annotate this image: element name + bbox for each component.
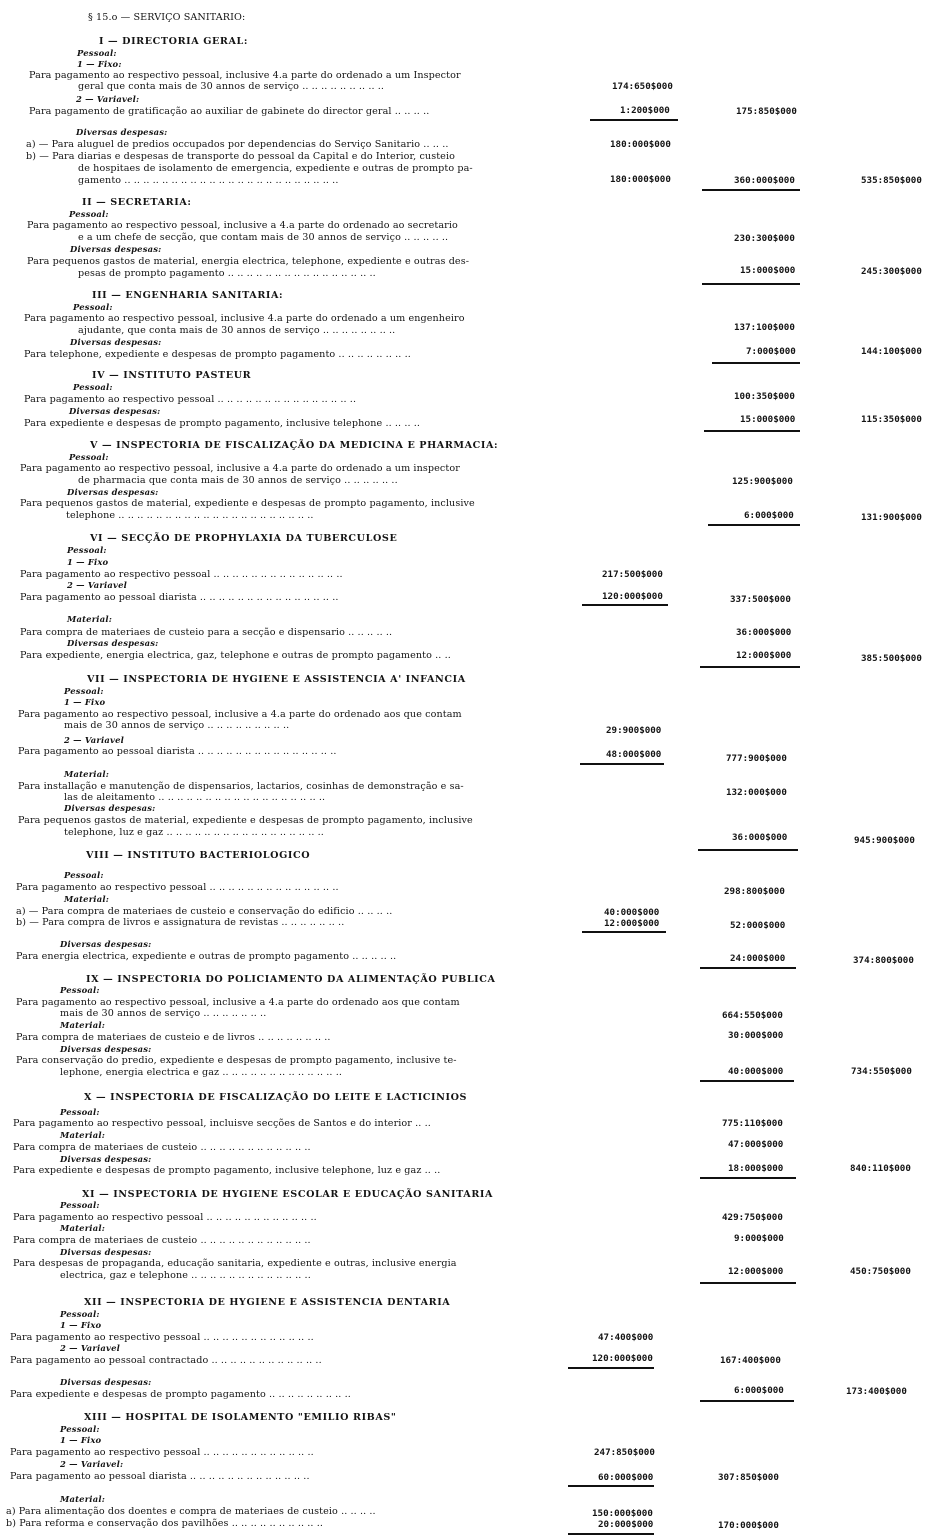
amount-value: 245:300$000 [861, 266, 922, 277]
sum-rule [700, 1080, 794, 1082]
text-line: Para expediente e despesas de prompto pagamento, inclusive telephone .. .. .. .. [24, 418, 421, 429]
subheading: Diversas despesas: [76, 127, 168, 137]
text-line: Para pagamento ao respectivo pessoal .. .. .. .. .. .. .. .. .. .. .. .. .. .. .. [24, 394, 357, 405]
text-line: Para compra de materiaes de custeio e de livros .. .. .. .. .. .. .. .. [16, 1032, 331, 1043]
subheading: 2 — Variavel [60, 1343, 120, 1353]
sum-rule [700, 1177, 796, 1179]
amount-value: 120:000$000 [592, 1353, 653, 1364]
text-line: Para pagamento ao respectivo pessoal .. .. .. .. .. .. .. .. .. .. .. .. [13, 1212, 317, 1223]
amount-value: 180:000$000 [610, 139, 671, 150]
text-line: lephone, energia electrica e gaz .. .. .. .. .. .. .. .. .. .. .. .. .. [60, 1067, 343, 1078]
sum-rule [568, 1367, 654, 1369]
text-line: Para pagamento ao respectivo pessoal, inclusive a 4.a parte do ordenado ao secretario [27, 220, 458, 231]
text-line: Para pagamento ao respectivo pessoal, inclusive a 4.a parte do ordenado a um inspector [20, 463, 460, 474]
sum-rule [700, 666, 800, 668]
text-line: a) — Para compra de materiaes de custeio e conservação do edificio .. .. .. .. [16, 906, 393, 917]
amount-value: 775:110$000 [722, 1118, 783, 1129]
amount-value: 36:000$000 [736, 627, 792, 638]
amount-value: 840:110$000 [850, 1163, 911, 1174]
section-heading: III — ENGENHARIA SANITARIA: [92, 290, 284, 301]
subheading: Material: [60, 1020, 105, 1030]
amount-value: 170:000$000 [718, 1520, 779, 1531]
text-line: mais de 30 annos de serviço .. .. .. .. .. .. .. [60, 1008, 267, 1019]
amount-value: 173:400$000 [846, 1386, 907, 1397]
subheading: 1 — Fixo: [77, 59, 122, 69]
amount-value: 52:000$000 [730, 920, 786, 931]
amount-value: 125:900$000 [732, 476, 793, 487]
subheading: Diversas despesas: [69, 406, 161, 416]
subheading: Pessoal: [60, 985, 100, 995]
subheading: Diversas despesas: [60, 1044, 152, 1054]
amount-value: 120:000$000 [602, 591, 663, 602]
amount-value: 175:850$000 [736, 106, 797, 117]
sum-rule [698, 849, 798, 851]
subheading: 2 — Variavel [64, 735, 124, 745]
subheading: Pessoal: [69, 452, 109, 462]
amount-value: 20:000$000 [598, 1519, 654, 1530]
text-line: Para expediente e despesas de prompto pagamento .. .. .. .. .. .. .. .. .. [10, 1389, 351, 1400]
section-heading: IX — INSPECTORIA DO POLICIAMENTO DA ALIMENTAÇÃO PUBLICA [86, 974, 496, 985]
amount-value: 48:000$000 [606, 749, 662, 760]
text-line: electrica, gaz e telephone .. .. .. .. .. .. .. .. .. .. .. .. .. [60, 1270, 311, 1281]
amount-value: 137:100$000 [734, 322, 795, 333]
amount-value: 131:900$000 [861, 512, 922, 523]
subheading: Pessoal: [77, 48, 117, 58]
amount-value: 47:400$000 [598, 1332, 654, 1343]
text-line: Para pagamento ao respectivo pessoal, inclusive a 4.a parte do ordenado aos que contam [18, 709, 462, 720]
sum-rule [590, 119, 678, 121]
subheading: Diversas despesas: [67, 638, 159, 648]
section-heading: V — INSPECTORIA DE FISCALIZAÇÃO DA MEDICINA E PHARMACIA: [90, 440, 499, 451]
amount-value: 9:000$000 [734, 1233, 784, 1244]
amount-value: 1:200$000 [620, 105, 670, 116]
text-line: pesas de prompto pagamento .. .. .. .. .. .. .. .. .. .. .. .. .. .. .. .. [78, 268, 376, 279]
text-line: Para compra de materiaes de custeio para a secção e dispensario .. .. .. .. .. [20, 627, 393, 638]
amount-value: 150:000$000 [592, 1508, 653, 1519]
sum-rule [700, 1282, 796, 1284]
text-line: Para expediente e despesas de prompto pagamento, inclusive telephone, luz e gaz .. .. [13, 1165, 441, 1176]
section-heading: I — DIRECTORIA GERAL: [99, 36, 249, 47]
amount-value: 777:900$000 [726, 753, 787, 764]
subheading: Material: [60, 1223, 105, 1233]
subheading: Pessoal: [64, 870, 104, 880]
amount-value: 36:000$000 [732, 832, 788, 843]
amount-value: 12:000$000 [604, 918, 660, 929]
subheading: Material: [67, 614, 112, 624]
subheading: Diversas despesas: [67, 487, 159, 497]
text-line: b) Para reforma e conservação dos pavilhões .. .. .. .. .. .. .. .. .. .. [6, 1518, 324, 1529]
amount-value: 29:900$000 [606, 725, 662, 736]
text-line: de hospitaes de isolamento de emergencia, expediente e outras de prompto pa- [78, 163, 473, 174]
text-line: a) — Para aluguel de predios occupados por dependencias do Serviço Sanitario .. .. .. [26, 139, 449, 150]
amount-value: 385:500$000 [861, 653, 922, 664]
section-heading: VIII — INSTITUTO BACTERIOLOGICO [86, 850, 311, 861]
text-line: Para installação e manutenção de dispensarios, lactarios, cosinhas de demonstração e sa- [18, 781, 464, 792]
amount-value: 217:500$000 [602, 569, 663, 580]
amount-value: 298:800$000 [724, 886, 785, 897]
text-line: Para pequenos gastos de material, energia electrica, telephone, expediente e outras des- [27, 256, 470, 267]
section-heading: XII — INSPECTORIA DE HYGIENE E ASSISTENCIA DENTARIA [84, 1297, 451, 1308]
amount-value: 40:000$000 [604, 907, 660, 918]
subheading: Pessoal: [60, 1424, 100, 1434]
amount-value: 144:100$000 [861, 346, 922, 357]
text-line: telephone, luz e gaz .. .. .. .. .. .. .. .. .. .. .. .. .. .. .. .. .. [64, 827, 324, 838]
sum-rule [708, 524, 800, 526]
amount-value: 535:850$000 [861, 175, 922, 186]
amount-value: 6:000$000 [734, 1385, 784, 1396]
amount-value: 6:000$000 [744, 510, 794, 521]
subheading: Diversas despesas: [60, 1377, 152, 1387]
text-line: gamento .. .. .. .. .. .. .. .. .. .. .. .. .. .. .. .. .. .. .. .. .. .. .. [78, 175, 339, 186]
subheading: 1 — Fixo [60, 1320, 102, 1330]
amount-value: 945:900$000 [854, 835, 915, 846]
amount-value: 30:000$000 [728, 1030, 784, 1041]
text-line: Para pequenos gastos de material, expediente e despesas de prompto pagamento, inclusive [18, 815, 473, 826]
section-heading: XIII — HOSPITAL DE ISOLAMENTO "EMILIO RIBAS" [84, 1412, 397, 1423]
amount-value: 60:000$000 [598, 1472, 654, 1483]
subheading: Diversas despesas: [60, 939, 152, 949]
text-line: Para pagamento ao respectivo pessoal, incluisve secções de Santos e do interior .. .. [13, 1118, 431, 1129]
subheading: 2 — Variavel: [60, 1459, 124, 1469]
sum-rule [704, 430, 800, 432]
amount-value: 174:650$000 [612, 81, 673, 92]
text-line: Para pagamento ao respectivo pessoal, inclusive 4.a parte do ordenado a um engenheiro [24, 313, 465, 324]
text-line: telephone .. .. .. .. .. .. .. .. .. .. .. .. .. .. .. .. .. .. .. .. .. [66, 510, 314, 521]
sum-rule [702, 283, 800, 285]
amount-value: 12:000$000 [728, 1266, 784, 1277]
text-line: Para despesas de propaganda, educação sanitaria, expediente e outras, inclusive energia [13, 1258, 457, 1269]
text-line: Para expediente, energia electrica, gaz, telephone e outras de prompto pagamento .. .. [20, 650, 451, 661]
text-line: geral que conta mais de 30 annos de serviço .. .. .. .. .. .. .. .. .. [78, 81, 385, 92]
sum-rule [568, 1533, 654, 1535]
section-heading: II — SECRETARIA: [82, 197, 192, 208]
text-line: Para conservação do predio, expediente e despesas de prompto pagamento, inclusive te- [16, 1055, 457, 1066]
amount-value: 132:000$000 [726, 787, 787, 798]
amount-value: 15:000$000 [740, 265, 796, 276]
subheading: Diversas despesas: [64, 803, 156, 813]
text-line: e a um chefe de secção, que contam mais de 30 annos de serviço .. .. .. .. .. [78, 232, 449, 243]
subheading: Pessoal: [67, 545, 107, 555]
text-line: Para pagamento ao pessoal contractado .. .. .. .. .. .. .. .. .. .. .. .. [10, 1355, 322, 1366]
subheading: 2 — Variavel [67, 580, 127, 590]
subheading: Pessoal: [73, 302, 113, 312]
subheading: Pessoal: [69, 209, 109, 219]
amount-value: 664:550$000 [722, 1010, 783, 1021]
text-line: de pharmacia que conta mais de 30 annos de serviço .. .. .. .. .. .. [78, 475, 398, 486]
subheading: Pessoal: [60, 1107, 100, 1117]
amount-value: 40:000$000 [728, 1066, 784, 1077]
subheading: Material: [60, 1494, 105, 1504]
subheading: Material: [64, 894, 109, 904]
amount-value: 230:300$000 [734, 233, 795, 244]
amount-value: 100:350$000 [734, 391, 795, 402]
subheading: Pessoal: [60, 1309, 100, 1319]
subheading: Material: [60, 1130, 105, 1140]
text-line: ajudante, que conta mais de 30 annos de serviço .. .. .. .. .. .. .. .. [78, 325, 396, 336]
sum-rule [700, 1400, 794, 1402]
text-line: b) — Para diarias e despesas de transporte do pessoal da Capital e do Interior, custeio [26, 151, 456, 162]
text-line: § 15.o — SERVIÇO SANITARIO: [88, 12, 246, 23]
text-line: b) — Para compra de livros e assignatura de revistas .. .. .. .. .. .. .. [16, 917, 345, 928]
section-heading: IV — INSTITUTO PASTEUR [92, 370, 252, 381]
amount-value: 7:000$000 [746, 346, 796, 357]
sum-rule [568, 1485, 654, 1487]
text-line: Para energia electrica, expediente e outras de prompto pagamento .. .. .. .. .. [16, 951, 397, 962]
amount-value: 18:000$000 [728, 1163, 784, 1174]
amount-value: 180:000$000 [610, 174, 671, 185]
amount-value: 734:550$000 [851, 1066, 912, 1077]
section-heading: VI — SECÇÃO DE PROPHYLAXIA DA TUBERCULOSE [90, 533, 398, 544]
text-line: a) Para alimentação dos doentes e compra de materiaes de custeio .. .. .. .. [6, 1506, 376, 1517]
text-line: Para pagamento ao respectivo pessoal, inclusive 4.a parte do ordenado a um Inspector [29, 70, 461, 81]
text-line: Para telephone, expediente e despesas de prompto pagamento .. .. .. .. .. .. .. .. [24, 349, 411, 360]
subheading: Pessoal: [64, 686, 104, 696]
sum-rule [582, 931, 666, 933]
sum-rule [702, 189, 800, 191]
amount-value: 24:000$000 [730, 953, 786, 964]
sum-rule [700, 967, 796, 969]
subheading: 1 — Fixo [60, 1435, 102, 1445]
amount-value: 167:400$000 [720, 1355, 781, 1366]
amount-value: 115:350$000 [861, 414, 922, 425]
text-line: Para compra de materiaes de custeio .. .. .. .. .. .. .. .. .. .. .. .. [13, 1142, 311, 1153]
subheading: Diversas despesas: [60, 1154, 152, 1164]
text-line: Para pagamento ao respectivo pessoal .. .. .. .. .. .. .. .. .. .. .. .. [10, 1332, 314, 1343]
amount-value: 374:800$000 [853, 955, 914, 966]
amount-value: 307:850$000 [718, 1472, 779, 1483]
subheading: Material: [64, 769, 109, 779]
text-line: Para pagamento ao pessoal diarista .. .. .. .. .. .. .. .. .. .. .. .. .. .. .. [20, 592, 339, 603]
amount-value: 12:000$000 [736, 650, 792, 661]
text-line: Para pagamento ao respectivo pessoal .. .. .. .. .. .. .. .. .. .. .. .. .. .. [16, 882, 339, 893]
subheading: Pessoal: [73, 382, 113, 392]
section-heading: XI — INSPECTORIA DE HYGIENE ESCOLAR E EDUCAÇÃO SANITARIA [82, 1189, 494, 1200]
amount-value: 450:750$000 [850, 1266, 911, 1277]
text-line: Para pagamento ao respectivo pessoal .. .. .. .. .. .. .. .. .. .. .. .. .. .. [20, 569, 343, 580]
sum-rule [712, 362, 800, 364]
subheading: 2 — Variavel: [76, 94, 140, 104]
amount-value: 247:850$000 [594, 1447, 655, 1458]
amount-value: 429:750$000 [722, 1212, 783, 1223]
section-heading: X — INSPECTORIA DE FISCALIZAÇÃO DO LEITE E LACTICINIOS [84, 1092, 468, 1103]
amount-value: 337:500$000 [730, 594, 791, 605]
text-line: Para pequenos gastos de material, expediente e despesas de prompto pagamento, inclusive [20, 498, 475, 509]
sum-rule [580, 763, 664, 765]
text-line: Para pagamento de gratificação ao auxiliar de gabinete do director geral .. .. .. .. [29, 106, 430, 117]
text-line: Para compra de materiaes de custeio .. .. .. .. .. .. .. .. .. .. .. .. [13, 1235, 311, 1246]
subheading: Diversas despesas: [70, 337, 162, 347]
amount-value: 47:000$000 [728, 1139, 784, 1150]
text-line: mais de 30 annos de serviço .. .. .. .. .. .. .. .. .. [64, 720, 290, 731]
subheading: 1 — Fixo [67, 557, 109, 567]
subheading: 1 — Fixo [64, 697, 106, 707]
text-line: Para pagamento ao pessoal diarista .. .. .. .. .. .. .. .. .. .. .. .. .. [10, 1471, 310, 1482]
amount-value: 15:000$000 [740, 414, 796, 425]
text-line: Para pagamento ao respectivo pessoal .. .. .. .. .. .. .. .. .. .. .. .. [10, 1447, 314, 1458]
subheading: Pessoal: [60, 1200, 100, 1210]
text-line: las de aleitamento .. .. .. .. .. .. .. .. .. .. .. .. .. .. .. .. .. .. [64, 792, 326, 803]
subheading: Diversas despesas: [70, 244, 162, 254]
sum-rule [582, 604, 668, 606]
amount-value: 360:000$000 [734, 175, 795, 186]
section-heading: VII — INSPECTORIA DE HYGIENE E ASSISTENCIA A' INFANCIA [87, 674, 466, 685]
text-line: Para pagamento ao respectivo pessoal, inclusive a 4.a parte do ordenado aos que contam [16, 997, 460, 1008]
text-line: Para pagamento ao pessoal diarista .. .. .. .. .. .. .. .. .. .. .. .. .. .. .. [18, 746, 337, 757]
subheading: Diversas despesas: [60, 1247, 152, 1257]
